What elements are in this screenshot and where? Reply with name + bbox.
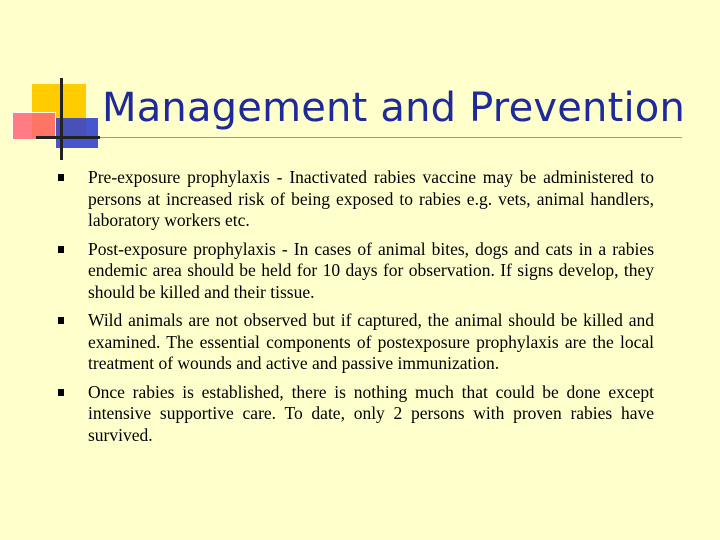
bullet-text: Wild animals are not observed but if captured, the animal should be killed and examined. The essential components of postexposure prophylaxis are the local treatment of wounds and active and passive immunization. — [88, 310, 654, 373]
bullet-item-post-exposure — [52, 239, 654, 304]
slide-title: Management and Prevention — [102, 85, 686, 131]
decorative-vertical-line — [60, 78, 63, 160]
bullet-item-wild-animals — [52, 310, 654, 375]
bullet-text: Once rabies is established, there is nothing much that could be done except intensive supportive care. To date, only 2 persons with proven rabies have survived. — [88, 381, 654, 445]
title-underline-accent — [36, 136, 100, 139]
bullet-text: Pre-exposure prophylaxis - Inactivated rabies vaccine may be administered to persons at increased risk of being exposed to rabies e.g. vets, animal handlers, laboratory workers etc. — [88, 167, 654, 230]
square-bullet-icon — [58, 174, 64, 181]
bullet-item-pre-exposure — [52, 167, 654, 232]
bullet-text: Post-exposure prophylaxis - In cases of animal bites, dogs and cats in a rabies endemic area should be held for 10 days for observation. If signs develop, they should be killed and their tissue. — [88, 238, 654, 302]
bullet-item-established-rabies — [52, 382, 654, 447]
square-bullet-icon — [58, 389, 64, 396]
square-bullet-icon — [58, 317, 64, 324]
bullet-list — [52, 167, 654, 453]
square-bullet-icon — [58, 246, 64, 253]
title-underline — [36, 137, 682, 138]
